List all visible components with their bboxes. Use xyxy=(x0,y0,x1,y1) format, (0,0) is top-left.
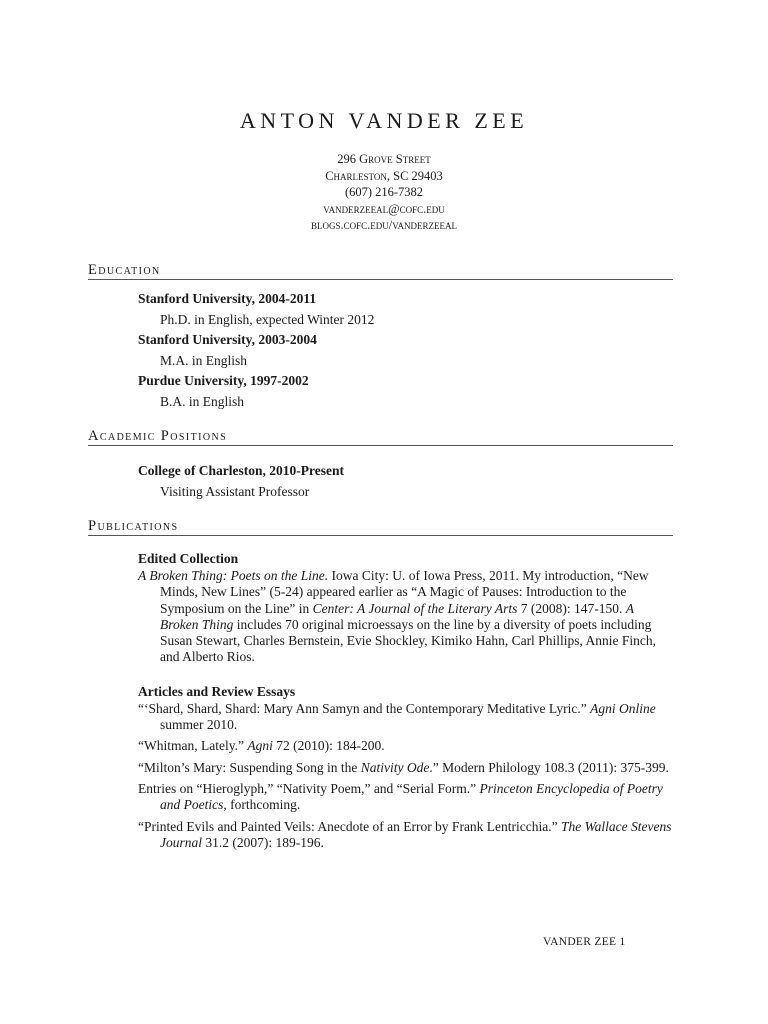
author-name: ANTON VANDER ZEE xyxy=(239,108,529,133)
edited-collection-heading: Edited Collection xyxy=(138,551,239,566)
publications-heading: Publications xyxy=(88,518,673,536)
article-entry: “Milton’s Mary: Suspending Song in the Nativity Ode.” Modern Philology 108.3 (2011): 375-399. xyxy=(138,759,669,775)
article-entry: Entries on “Hieroglyph,” “Nativity Poem,” and “Serial Form.” Princeton Encyclopedia of Poetry and Poetics, forthcoming. xyxy=(138,780,663,813)
position-institution: College of Charleston, 2010-Present xyxy=(138,463,344,478)
publications-section xyxy=(88,518,673,851)
edited-collection-entry: A Broken Thing: Poets on the Line. Iowa City: U. of Iowa Press, 2011. My introduction, “New Minds, New Lines” (5-24) appeared earlier as “A Magic of Pauses: Introduction to the Symposium on the Line” in Center: A Journal of the Literary Arts 7 (2008): 147-150. A Broken Thing includes 70 original microessays on the line by a diversity of poets including Susan Stewart, Charles Bernstein, Evie Shockley, Kimiko Hahn, Carl Phillips, Annie Finch, and Alberto Rios. xyxy=(138,568,656,665)
article-entry: “Printed Evils and Painted Veils: Anecdote of an Error by Frank Lentricchia.” The Wallace Stevens Journal 31.2 (2007): 189-196. xyxy=(138,818,672,850)
article-entry: “Whitman, Lately.” Agni 72 (2010): 184-200. xyxy=(138,738,385,754)
position-title: Visiting Assistant Professor xyxy=(160,483,310,499)
journal-title: Center: A Journal of the Literary Arts xyxy=(312,600,518,616)
education-section xyxy=(88,262,673,412)
website-link[interactable]: blogs.cofc.edu/vanderzeeal xyxy=(310,218,458,232)
education-degree: Ph.D. in English, expected Winter 2012 xyxy=(160,311,375,327)
education-institution: Stanford University, 2004-2011 xyxy=(138,291,317,306)
education-heading: Education xyxy=(88,262,673,280)
email-link[interactable]: vanderzeeal@cofc.edu xyxy=(323,201,445,216)
education-institution: Purdue University, 1997-2002 xyxy=(138,373,309,388)
positions-section xyxy=(88,428,673,502)
address-city: Charleston, SC 29403 xyxy=(325,168,443,183)
book-title: A Broken Thing xyxy=(160,600,634,632)
contact-block xyxy=(0,151,768,234)
education-degree: M.A. in English xyxy=(160,352,248,368)
articles-heading: Articles and Review Essays xyxy=(138,683,296,699)
page-footer: VANDER ZEE 1 xyxy=(543,936,626,948)
phone-number: (607) 216-7382 xyxy=(344,185,424,199)
address-street: 296 Grove Street xyxy=(337,152,431,166)
book-title: A Broken Thing: Poets on the Line. xyxy=(138,568,329,583)
publications-entries xyxy=(88,550,673,851)
education-institution: Stanford University, 2003-2004 xyxy=(138,332,317,347)
article-entry: “‘Shard, Shard, Shard: Mary Ann Samyn and the Contemporary Meditative Lyric.” Agni Online summer 2010. xyxy=(138,700,656,733)
education-degree: B.A. in English xyxy=(160,393,245,409)
education-entries xyxy=(88,289,673,412)
positions-entries xyxy=(88,461,673,502)
positions-heading: Academic Positions xyxy=(88,428,673,446)
